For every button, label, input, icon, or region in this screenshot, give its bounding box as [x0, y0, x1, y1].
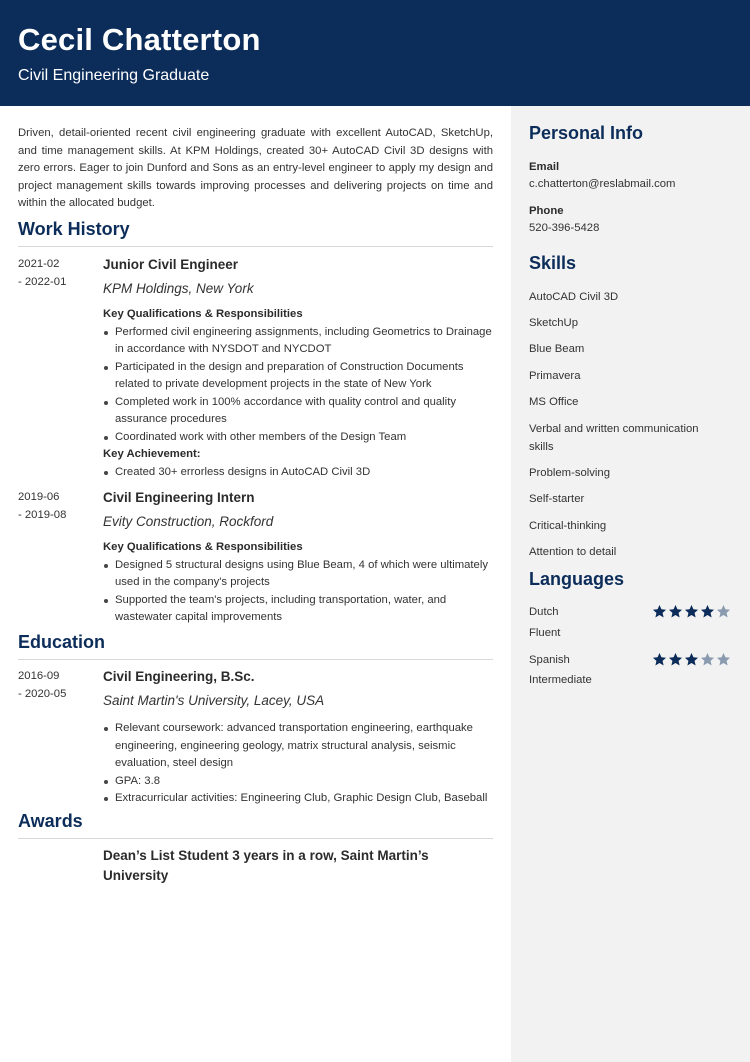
- job-date-start: 2021-02: [18, 258, 60, 270]
- list-item: Supported the team's projects, including transportation, water, and wastewater capital improvements: [103, 592, 493, 627]
- skill-item: Verbal and written communication skills: [529, 423, 699, 453]
- job-date-end: - 2022-01: [18, 275, 67, 288]
- education-dates: [18, 668, 98, 703]
- education-date-start: 2016-09: [18, 670, 60, 682]
- skill-item: Self-starter: [529, 493, 585, 505]
- education-details-list: [103, 720, 493, 808]
- achievements-list: [103, 464, 493, 482]
- award-item: Dean’s List Student 3 years in a row, Saint Martin’s University: [103, 848, 429, 883]
- job-date-end: - 2019-08: [18, 508, 67, 521]
- degree: Civil Engineering, B.Sc.: [103, 669, 255, 684]
- languages-heading: Languages: [529, 569, 625, 589]
- achievement-heading: Key Achievement:: [103, 448, 201, 460]
- phone-value: 520-396-5428: [529, 222, 600, 234]
- language-level: Fluent: [529, 627, 561, 639]
- star-filled-icon: [684, 604, 699, 619]
- star-filled-icon: [652, 604, 667, 619]
- star-filled-icon: [652, 652, 667, 667]
- email-value: c.chatterton@reslabmail.com: [529, 178, 676, 190]
- skill-item: Primavera: [529, 370, 581, 382]
- education-date-end: - 2020-05: [18, 687, 67, 700]
- star-empty-icon: [716, 604, 731, 619]
- skills-heading: Skills: [529, 253, 577, 273]
- resume-header: [0, 0, 750, 106]
- job-company: Evity Construction, Rockford: [103, 514, 274, 529]
- job-company: KPM Holdings, New York: [103, 281, 254, 296]
- list-item: Participated in the design and preparation of Construction Documents related to private development projects in the state of New York: [103, 359, 493, 394]
- skill-item: SketchUp: [529, 317, 578, 329]
- job-role: Junior Civil Engineer: [103, 257, 239, 272]
- list-item: Coordinated work with other members of the Design Team: [103, 429, 493, 447]
- skill-item: Problem-solving: [529, 467, 610, 479]
- list-item: GPA: 3.8: [103, 773, 493, 791]
- star-empty-icon: [700, 652, 715, 667]
- language-name: Spanish: [529, 654, 570, 666]
- language-level: Intermediate: [529, 674, 592, 686]
- work-history-heading: Work History: [18, 219, 493, 247]
- email-label: Email: [529, 161, 560, 173]
- candidate-name: Cecil Chatterton: [18, 22, 261, 57]
- language-name: Dutch: [529, 606, 559, 618]
- list-item: Relevant coursework: advanced transportation engineering, earthquake engineering, engineering geology, matrix structural analysis, seismic evaluation, steel design: [103, 720, 493, 773]
- skill-item: Blue Beam: [529, 343, 585, 355]
- skill-item: AutoCAD Civil 3D: [529, 291, 619, 303]
- star-filled-icon: [668, 604, 683, 619]
- language-rating: [652, 604, 731, 619]
- list-item: Performed civil engineering assignments, including Geometrics to Drainage in accordance with NYSDOT and NYCDOT: [103, 324, 493, 359]
- job-dates: [18, 489, 98, 524]
- personal-info-heading: Personal Info: [529, 123, 644, 143]
- candidate-title: Civil Engineering Graduate: [18, 67, 210, 84]
- responsibilities-heading: Key Qualifications & Responsibilities: [103, 541, 303, 553]
- profile-summary: Driven, detail-oriented recent civil engineering graduate with excellent AutoCAD, SketchUp, and time management skills. At KPM Holdings, created 30+ AutoCAD Civil 3D designs with zero errors. Eager to join Dunford and Sons as an entry-level engineer to apply my design and project management skills towards improving processes and delivering projects on time and within the allocated budget.: [18, 127, 493, 209]
- star-filled-icon: [700, 604, 715, 619]
- language-rating: [652, 652, 731, 667]
- responsibilities-heading: Key Qualifications & Responsibilities: [103, 308, 303, 320]
- list-item: Created 30+ errorless designs in AutoCAD Civil 3D: [103, 464, 493, 482]
- star-filled-icon: [668, 652, 683, 667]
- responsibilities-list: [103, 557, 493, 627]
- list-item: Completed work in 100% accordance with quality control and quality assurance procedures: [103, 394, 493, 429]
- phone-label: Phone: [529, 205, 564, 217]
- job-role: Civil Engineering Intern: [103, 490, 255, 505]
- list-item: Designed 5 structural designs using Blue Beam, 4 of which were ultimately used in the company's projects: [103, 557, 493, 592]
- skill-item: Attention to detail: [529, 546, 617, 558]
- education-heading: Education: [18, 632, 493, 660]
- responsibilities-list: [103, 324, 493, 447]
- star-filled-icon: [684, 652, 699, 667]
- job-dates: [18, 256, 98, 291]
- job-date-start: 2019-06: [18, 491, 60, 503]
- list-item: Extracurricular activities: Engineering Club, Graphic Design Club, Baseball: [103, 790, 493, 808]
- school: Saint Martin's University, Lacey, USA: [103, 693, 325, 708]
- skill-item: MS Office: [529, 396, 579, 408]
- awards-heading: Awards: [18, 811, 493, 839]
- skill-item: Critical-thinking: [529, 520, 607, 532]
- star-empty-icon: [716, 652, 731, 667]
